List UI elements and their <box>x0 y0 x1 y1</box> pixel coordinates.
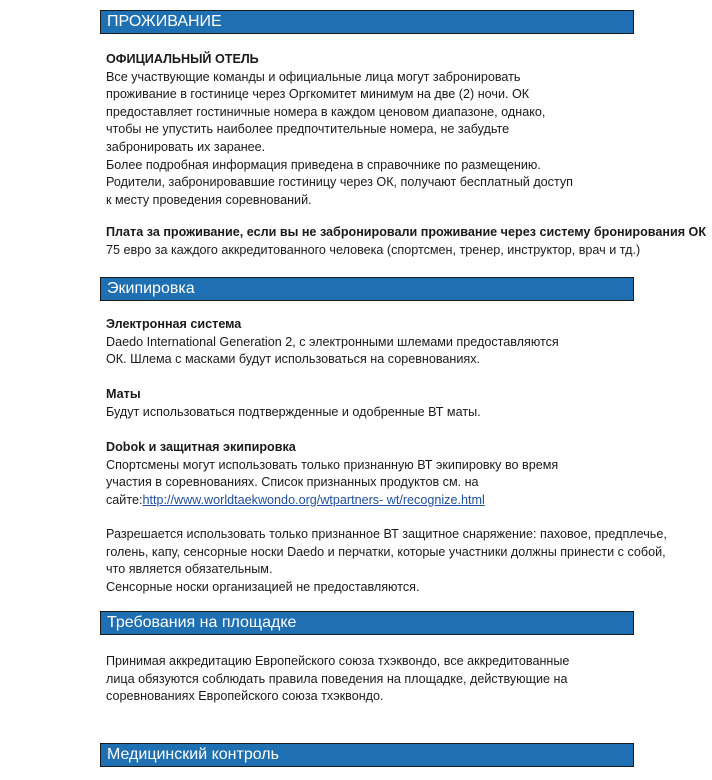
paragraph-line: забронировать их заранее. <box>106 139 266 154</box>
paragraph-line: предоставляет гостиничные номера в каждом ценовом диапазоне, однако, <box>106 104 546 119</box>
fee-text: 75 евро за каждого аккредитованного человека (спортсмен, тренер, инструктор, врач и тд.) <box>106 242 641 257</box>
paragraph-line: проживание в гостинице через Оргкомитет минимум на две (2) ночи. ОК <box>106 87 530 102</box>
venue-block <box>106 653 569 706</box>
section-title: Экипировка <box>107 280 195 297</box>
electronic-system-heading: Электронная система <box>106 317 242 331</box>
paragraph-line: участия в соревнованиях. Список признанных продуктов см. на <box>106 475 479 490</box>
dobok-block <box>106 439 558 509</box>
paragraph-line: чтобы не упустить наиболее предпочтительные номера, не забудьте <box>106 122 510 137</box>
accommodation-fee-block <box>106 224 706 259</box>
paragraph-line: голень, капу, сенсорные носки Daedo и перчатки, которые участники должны принести с собой, <box>106 544 666 559</box>
section-header-medical <box>100 743 634 767</box>
site-prefix: сайте: <box>106 492 143 507</box>
paragraph-line: Более подробная информация приведена в справочнике по размещению. <box>106 157 541 172</box>
paragraph-line: соревнованиях Европейского союза тхэквондо. <box>106 689 384 704</box>
fee-heading: Плата за проживание, если вы не забронировали проживание через систему бронирования ОК <box>106 225 707 239</box>
dobok-heading: Dobok и защитная экипировка <box>106 440 296 454</box>
paragraph-line: к месту проведения соревнований. <box>106 192 312 207</box>
electronic-system-block <box>106 316 559 369</box>
paragraph-line: Daedo International Generation 2, с электронными шлемами предоставляются <box>106 334 559 349</box>
paragraph-line: Спортсмены могут использовать только признанную ВТ экипировку во время <box>106 457 559 472</box>
paragraph-line: лица обязуются соблюдать правила поведения на площадке, действующие на <box>106 671 568 686</box>
paragraph-line: Принимая аккредитацию Европейского союза тхэквондо, все аккредитованные <box>106 654 570 668</box>
paragraph-line: Разрешается использовать только признанное ВТ защитное снаряжение: паховое, предплечье, <box>106 527 667 541</box>
site-line <box>106 492 558 510</box>
section-title: Медицинский контроль <box>107 746 279 763</box>
mats-text: Будут использоваться подтвержденные и одобренные ВТ маты. <box>106 404 481 419</box>
section-header-venue <box>100 611 634 635</box>
section-title: Требования на площадке <box>107 614 297 631</box>
section-header-accommodation <box>100 10 634 34</box>
section-header-equipment <box>100 277 634 301</box>
section-title: ПРОЖИВАНИЕ <box>107 13 222 30</box>
paragraph-line: что является обязательным. <box>106 562 273 577</box>
paragraph-line: ОК. Шлема с масками будут использоваться на соревнованиях. <box>106 352 481 367</box>
mats-block <box>106 386 481 421</box>
protective-gear-block <box>106 526 667 596</box>
official-hotel-block <box>106 51 573 209</box>
paragraph-line: Все участвующие команды и официальные лица могут забронировать <box>106 69 521 84</box>
mats-heading: Маты <box>106 387 141 401</box>
paragraph-line: Родители, забронировавшие гостиницу через ОК, получают бесплатный доступ <box>106 175 573 190</box>
official-hotel-heading: ОФИЦИАЛЬНЫЙ ОТЕЛЬ <box>106 52 259 66</box>
paragraph-line: Сенсорные носки организацией не предоставляются. <box>106 579 420 594</box>
recognized-products-link[interactable]: http://www.worldtaekwondo.org/wtpartners- wt/recognize.html <box>142 492 485 507</box>
